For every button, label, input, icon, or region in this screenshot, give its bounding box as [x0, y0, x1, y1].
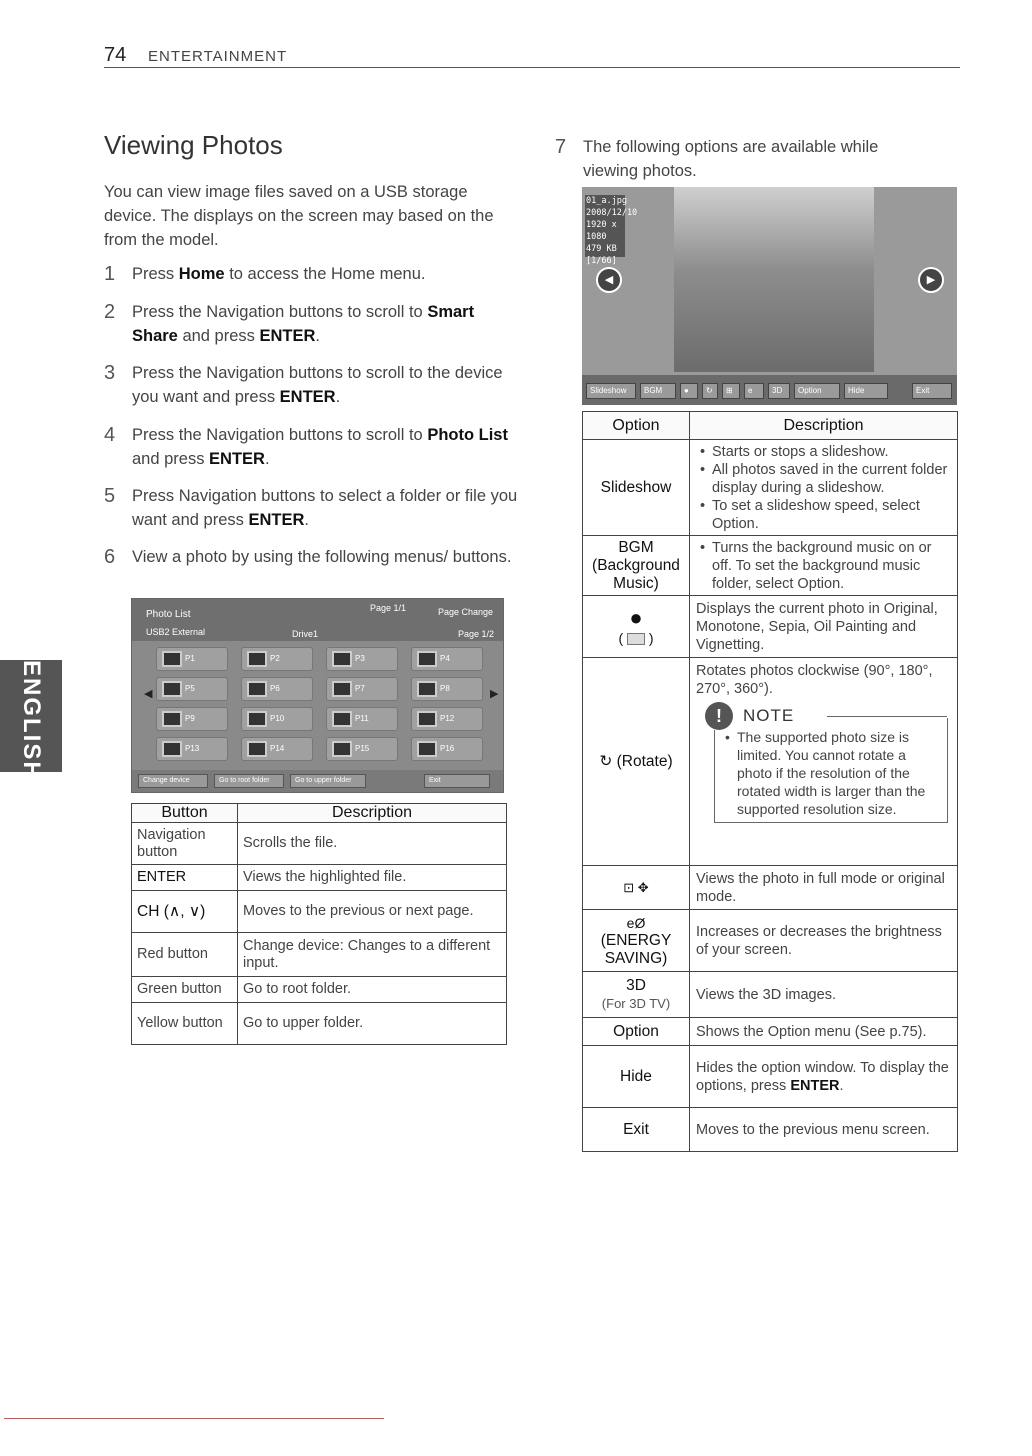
button-icon [627, 633, 645, 645]
photo-date: 2008/12/10 [586, 208, 638, 218]
next-arrow-icon[interactable]: ▶ [490, 688, 499, 700]
photo-icon [162, 741, 182, 757]
table-row [583, 910, 958, 972]
page-number: 74 [104, 44, 127, 66]
table-row [132, 865, 507, 891]
description-cell: Go to upper folder. [238, 1003, 507, 1045]
description-cell [690, 440, 958, 536]
button-table [131, 803, 507, 1045]
note-text: • The supported photo size is limited. You cannot rotate a photo if the resolution of the rotated width is larger than the supported resolution size. [721, 728, 941, 818]
table-row [583, 1108, 958, 1152]
table-header-row [132, 804, 507, 823]
description-cell: Views the 3D images. [690, 972, 958, 1018]
hide-button[interactable]: Hide [844, 383, 888, 399]
photo-info-panel [585, 195, 638, 266]
energy-saving-icon[interactable]: e [744, 383, 764, 399]
step-number: 1 [104, 263, 116, 285]
photo-item[interactable] [156, 737, 228, 761]
table-row [132, 891, 507, 933]
option-cell: Exit [583, 1108, 690, 1152]
photo-icon [162, 651, 182, 667]
photo-item-label: P3 [355, 654, 365, 663]
language-tab [0, 660, 62, 781]
step-number: 5 [104, 485, 116, 507]
note-box [714, 706, 948, 823]
photo-item-label: P15 [355, 744, 370, 753]
exit-button[interactable]: Exit [912, 383, 952, 399]
paren-right: ) [648, 629, 654, 646]
photo-item[interactable] [326, 677, 398, 701]
photo-item-label: P9 [185, 714, 195, 723]
photo-item[interactable] [156, 707, 228, 731]
prev-arrow-icon[interactable]: ◀ [144, 688, 153, 700]
step-number: 4 [104, 424, 116, 446]
photo-item-label: P13 [185, 744, 200, 753]
table-row [583, 440, 958, 536]
photo-item-label: P8 [440, 684, 450, 693]
table-row [583, 1018, 958, 1046]
hide-enter-key: ENTER [790, 1077, 840, 1094]
column-header: Option [583, 412, 690, 440]
bullet-item: • Starts or stops a slideshow. [696, 443, 951, 461]
table-row [583, 972, 958, 1018]
option-cell [583, 972, 690, 1018]
photo-icon [417, 741, 437, 757]
language-label: ENGLISH [18, 660, 45, 781]
photo-list-title: Photo List [146, 609, 191, 620]
description-cell: Views the highlighted file. [238, 865, 507, 891]
description-cell: Views the photo in full mode or original mode. [690, 866, 958, 910]
page-title: Viewing Photos [104, 130, 283, 160]
photo-list-button-bar [132, 770, 503, 792]
option-cell [583, 596, 690, 658]
button-cell: Red button [132, 933, 238, 977]
photo-icon [417, 681, 437, 697]
photo-icon [247, 681, 267, 697]
option-cell: BGM (Background Music) [583, 536, 690, 596]
table-header-row [583, 412, 958, 440]
table-row [132, 823, 507, 865]
note-divider [827, 716, 947, 717]
step-number: 2 [104, 301, 116, 323]
bullet-item: • Turns the background music on or off. To set the background music folder, select Option. [696, 539, 951, 593]
energy-saving-icon: eØ [626, 914, 646, 931]
photo-item-label: P10 [270, 714, 285, 723]
photo-item-label: P16 [440, 744, 455, 753]
step-number: 7 [555, 136, 567, 158]
photo-list-screen [131, 598, 504, 793]
page-header [104, 44, 960, 68]
option-cell: Option [583, 1018, 690, 1046]
description-cell: Moves to the previous menu screen. [690, 1108, 958, 1152]
step-text: The following options are available while viewing photos. [583, 138, 879, 180]
photo-icon [247, 741, 267, 757]
bullet-item: • To set a slideshow speed, select Option. [696, 497, 951, 533]
photo-icon [247, 651, 267, 667]
exclamation-icon: ! [705, 702, 733, 730]
photo-filesize: 479 KB [586, 244, 617, 254]
photo-item-label: P11 [355, 714, 369, 723]
rotate-description: Rotates photos clockwise (90°, 180°, 270°, 360°). [696, 663, 933, 697]
step-number: 6 [104, 546, 116, 568]
next-photo-icon[interactable]: ▶ [918, 267, 944, 293]
button-cell: ENTER [132, 865, 238, 891]
paren-left: ( [618, 629, 624, 646]
table-row [583, 1046, 958, 1108]
photo-item[interactable] [411, 677, 483, 701]
page-change-label: Page Change [438, 607, 494, 617]
slideshow-button[interactable]: Slideshow [586, 383, 636, 399]
hide-description-end: . [839, 1077, 844, 1094]
photo-item-label: P7 [355, 684, 365, 693]
device-label: USB2 External [146, 627, 206, 637]
drive-label: Drive1 [292, 629, 319, 639]
option-cell: ↻ (Rotate) [583, 658, 690, 866]
description-cell: Shows the Option menu (See p.75). [690, 1018, 958, 1046]
description-cell: Displays the current photo in Original, Monotone, Sepia, Oil Painting and Vignetting. [690, 596, 958, 658]
button-cell: Yellow button [132, 1003, 238, 1045]
step-text: Press Home to access the Home menu. [132, 265, 426, 283]
energy-saving-label: (ENERGY SAVING) [600, 931, 672, 967]
description-cell: Increases or decreases the brightness of your screen. [690, 910, 958, 972]
photo-item-label: P14 [270, 744, 285, 753]
table-row [583, 596, 958, 658]
option-cell [583, 910, 690, 972]
column-header: Description [690, 412, 958, 440]
button-cell: Green button [132, 977, 238, 1003]
step-text: Press the Navigation buttons to scroll to the device you want and press ENTER. [132, 364, 503, 406]
photo-item[interactable] [326, 647, 398, 671]
photo-item-label: P4 [440, 654, 450, 663]
option-cell [583, 866, 690, 910]
photo-icon [162, 681, 182, 697]
photo-icon [332, 651, 352, 667]
photo-item-label: P2 [270, 654, 280, 663]
description-cell [690, 658, 958, 866]
footer-divider [4, 1418, 384, 1419]
photo-resolution: 1920 x 1080 [586, 220, 617, 242]
photo-icon [332, 711, 352, 727]
table-row [132, 977, 507, 1003]
column-header: Button [132, 804, 238, 823]
table-row [132, 1003, 507, 1045]
bullet-item: • All photos saved in the current folder display during a slideshow. [696, 461, 951, 497]
photo-item[interactable] [156, 677, 228, 701]
fullmode-icon[interactable]: ⊞ [722, 383, 740, 399]
photo-icon [417, 651, 437, 667]
note-title: NOTE [743, 706, 795, 725]
photo-item-label: P6 [270, 684, 280, 693]
intro-text: You can view image files saved on a USB storage device. The displays on the screen may based on the from the model. [104, 183, 494, 249]
step-text: Press the Navigation buttons to scroll to Smart Share and press ENTER. [132, 303, 475, 345]
root-folder-button[interactable]: Go to root folder [214, 774, 284, 788]
photo-icon [417, 711, 437, 727]
photo-item[interactable] [411, 647, 483, 671]
photo-item-label: P5 [185, 684, 195, 693]
photo-item[interactable] [411, 707, 483, 731]
table-row [583, 658, 958, 866]
description-cell: Go to root folder. [238, 977, 507, 1003]
photo-filename: 01_a.jpg [586, 196, 627, 206]
photo-item[interactable] [326, 737, 398, 761]
photo-item[interactable] [411, 737, 483, 761]
step-number: 3 [104, 362, 116, 384]
photo-item[interactable] [241, 737, 313, 761]
table-row [583, 866, 958, 910]
description-cell: Scrolls the file. [238, 823, 507, 865]
option-button[interactable]: Option [794, 383, 840, 399]
exit-button[interactable]: Exit [424, 774, 490, 788]
section-title: ENTERTAINMENT [148, 48, 288, 65]
bgm-button[interactable]: BGM [640, 383, 676, 399]
description-cell [690, 1046, 958, 1108]
photo-item[interactable] [156, 647, 228, 671]
photo-icon [247, 711, 267, 727]
description-cell: Change device: Changes to a different input. [238, 933, 507, 977]
table-row [132, 933, 507, 977]
fullmode-icon: ⊡ ✥ [623, 879, 649, 895]
photo-icon [162, 711, 182, 727]
photo-viewer-screen [582, 187, 957, 405]
three-d-icon[interactable]: 3D [768, 383, 790, 399]
photo-item[interactable] [241, 647, 313, 671]
option-cell: Hide [583, 1046, 690, 1108]
option-cell: Slideshow [583, 440, 690, 536]
three-d-label: 3D [626, 976, 646, 994]
photo-item-label: P1 [185, 654, 195, 663]
photo-item[interactable] [241, 707, 313, 731]
page-indicator: Page 1/1 [370, 603, 407, 613]
photo-icon [332, 741, 352, 757]
step-text: Press Navigation buttons to select a folder or file you want and press ENTER. [132, 487, 518, 529]
three-d-sublabel: (For 3D TV) [601, 995, 671, 1011]
prev-photo-icon[interactable]: ◀ [596, 267, 622, 293]
note-header [705, 702, 798, 730]
change-device-button[interactable]: Change device [138, 774, 208, 788]
description-cell [690, 536, 958, 596]
step-text: View a photo by using the following menus/ buttons. [132, 548, 512, 566]
page-sub-indicator: Page 1/2 [458, 629, 495, 639]
color-palette-icon: ● [629, 604, 643, 630]
photo-item-label: P12 [440, 714, 455, 723]
button-cell: Navigation button [132, 823, 238, 865]
column-header: Description [238, 804, 507, 823]
button-cell: CH (∧, ∨) [132, 891, 238, 933]
hide-description: Hides the option window. To display the options, press [696, 1059, 949, 1094]
photo-image [674, 187, 874, 372]
table-row [583, 536, 958, 596]
photo-grid [156, 647, 486, 769]
step-text: Press the Navigation buttons to scroll to Photo List and press ENTER. [132, 426, 508, 468]
viewer-option-bar [582, 375, 957, 405]
rotate-icon[interactable]: ↻ [702, 383, 718, 399]
photo-item[interactable] [241, 677, 313, 701]
color-icon[interactable]: ● [680, 383, 698, 399]
description-cell: Moves to the previous or next page. [238, 891, 507, 933]
upper-folder-button[interactable]: Go to upper folder [290, 774, 366, 788]
photo-index: [1/66] [586, 256, 617, 266]
photo-icon [332, 681, 352, 697]
photo-item[interactable] [326, 707, 398, 731]
option-table [582, 411, 958, 1152]
